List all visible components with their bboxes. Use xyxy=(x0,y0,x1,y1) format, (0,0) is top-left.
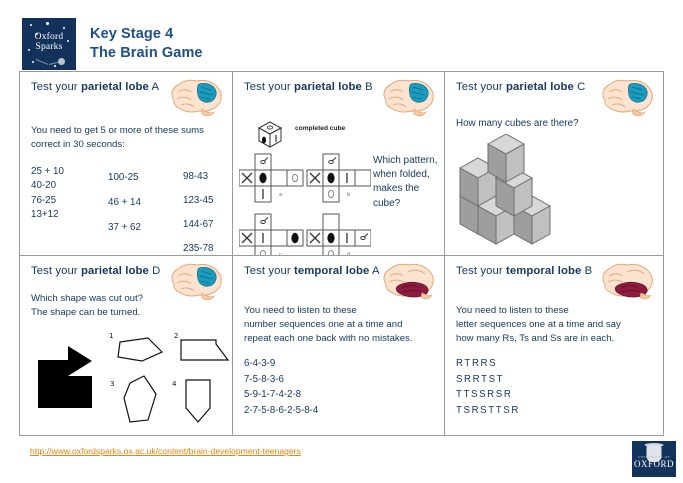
sum-item: 144-67 xyxy=(183,218,214,230)
svg-text:3: 3 xyxy=(110,380,115,388)
panel-parietal-lobe-c xyxy=(445,72,663,256)
sums-column-2 xyxy=(108,165,141,240)
panel-parietal-lobe-a xyxy=(20,72,233,256)
intro-line2: letter sequences one at a time and say xyxy=(456,319,621,331)
completed-cube-label: completed cube xyxy=(295,125,346,132)
brain-temporal-icon xyxy=(378,260,438,302)
title-brain-game: The Brain Game xyxy=(90,45,203,61)
panel-temporal-lobe-b xyxy=(445,256,663,436)
shape-question xyxy=(31,292,143,320)
svg-text:c: c xyxy=(279,252,282,256)
title-key-stage: Key Stage 4 xyxy=(90,26,174,43)
title-suffix: A xyxy=(369,265,380,277)
logo-text-sparks: Sparks xyxy=(35,42,63,52)
svg-text:2: 2 xyxy=(174,332,179,340)
title-suffix: C xyxy=(573,81,586,93)
brain-parietal-icon xyxy=(166,260,226,302)
page-title xyxy=(90,25,203,62)
panel-parietal-lobe-d xyxy=(20,256,233,436)
source-url-link[interactable]: http://www.oxfordsparks.ox.ac.uk/content/brain-development-teenagers xyxy=(30,446,301,456)
sequence-item: 7-5-8-3-6 xyxy=(244,373,284,385)
sums-column-3 xyxy=(183,165,214,256)
cube-net-options xyxy=(239,152,371,256)
title-prefix: Test your xyxy=(244,81,294,93)
title-prefix: Test your xyxy=(456,81,506,93)
intro-line3: repeat each one back with no mistakes. xyxy=(244,333,413,345)
cube-stack-illustration xyxy=(458,134,570,256)
title-suffix: A xyxy=(148,81,160,93)
sum-item: 37 + 62 xyxy=(108,221,141,233)
title-bold: temporal lobe xyxy=(505,265,582,277)
oxford-logo-top-text: UNIVERSITY OF xyxy=(638,455,670,459)
intro-line1: You need to listen to these xyxy=(456,305,569,316)
title-suffix: B xyxy=(361,81,373,93)
sum-item: 100-25 xyxy=(108,171,139,183)
cube-count-question: How many cubes are there? xyxy=(456,118,579,129)
sum-item: 13+12 xyxy=(31,209,59,221)
number-sequence-intro xyxy=(244,304,413,346)
intro-line3: how many Rs, Ts and Ss are in each. xyxy=(456,333,615,345)
brain-parietal-icon xyxy=(378,76,438,118)
panel-parietal-lobe-b xyxy=(233,72,445,256)
title-bold: parietal lobe xyxy=(80,81,149,93)
sequence-item: RTRRS xyxy=(456,358,498,369)
svg-text:4: 4 xyxy=(172,380,177,388)
svg-text:b: b xyxy=(347,192,351,198)
sequence-item: 2-7-5-8-6-2-5-8-4 xyxy=(244,404,319,416)
title-prefix: Test your xyxy=(456,265,506,277)
svg-text:d: d xyxy=(347,252,351,256)
shape-question-line1: Which shape was cut out? xyxy=(31,293,143,304)
university-of-oxford-logo xyxy=(632,441,676,477)
number-sequence-list xyxy=(244,356,318,418)
svg-text:1: 1 xyxy=(109,332,114,340)
sum-item: 76-25 xyxy=(31,194,57,206)
sum-item: 40-20 xyxy=(31,180,57,192)
oxford-sparks-logo xyxy=(22,18,76,70)
title-prefix: Test your xyxy=(31,81,81,93)
sequence-item: SRRTST xyxy=(456,373,505,385)
sum-item: 235-78 xyxy=(183,242,214,254)
sums-columns xyxy=(31,165,224,254)
intro-line1: You need to listen to these xyxy=(244,305,357,316)
title-suffix: B xyxy=(581,265,593,277)
page-header xyxy=(22,18,203,70)
cube-question: Which pattern, when folded, makes the cube? xyxy=(373,155,438,209)
activity-grid xyxy=(19,71,664,436)
letter-sequence-list xyxy=(456,356,520,418)
sum-item: 98-43 xyxy=(183,170,209,182)
oxford-logo-name: OXFORD xyxy=(633,459,674,469)
shape-options xyxy=(24,324,230,436)
panel-temporal-lobe-a xyxy=(233,256,445,436)
brain-parietal-icon xyxy=(597,76,657,118)
sums-section xyxy=(31,124,224,254)
sum-item: 123-45 xyxy=(183,194,214,206)
sums-intro: You need to get 5 or more of these sums correct in 30 seconds: xyxy=(31,125,204,150)
sum-item: 46 + 14 xyxy=(108,196,141,208)
svg-text:a: a xyxy=(279,192,283,198)
letter-sequence-intro xyxy=(456,304,621,346)
title-bold: temporal lobe xyxy=(293,265,370,277)
title-bold: parietal lobe xyxy=(505,81,574,93)
shape-question-line2: The shape can be turned. xyxy=(31,306,141,318)
sequence-item: TTSSRSR xyxy=(456,389,513,400)
brain-temporal-icon xyxy=(597,260,657,302)
title-bold: parietal lobe xyxy=(80,265,149,277)
title-prefix: Test your xyxy=(244,265,294,277)
brain-parietal-icon xyxy=(166,76,226,118)
title-suffix: D xyxy=(148,265,161,277)
title-bold: parietal lobe xyxy=(293,81,362,93)
sequence-item: TSRSTTSR xyxy=(456,404,520,416)
sequence-item: 5-9-1-7-4-2-8 xyxy=(244,389,302,400)
logo-text-oxford: Oxford xyxy=(34,32,64,42)
sums-column-1 xyxy=(31,165,64,223)
sequence-item: 6-4-3-9 xyxy=(244,358,276,369)
sum-item: 25 + 10 xyxy=(31,165,64,177)
intro-line2: number sequences one at a time and xyxy=(244,319,403,331)
title-prefix: Test your xyxy=(31,265,81,277)
